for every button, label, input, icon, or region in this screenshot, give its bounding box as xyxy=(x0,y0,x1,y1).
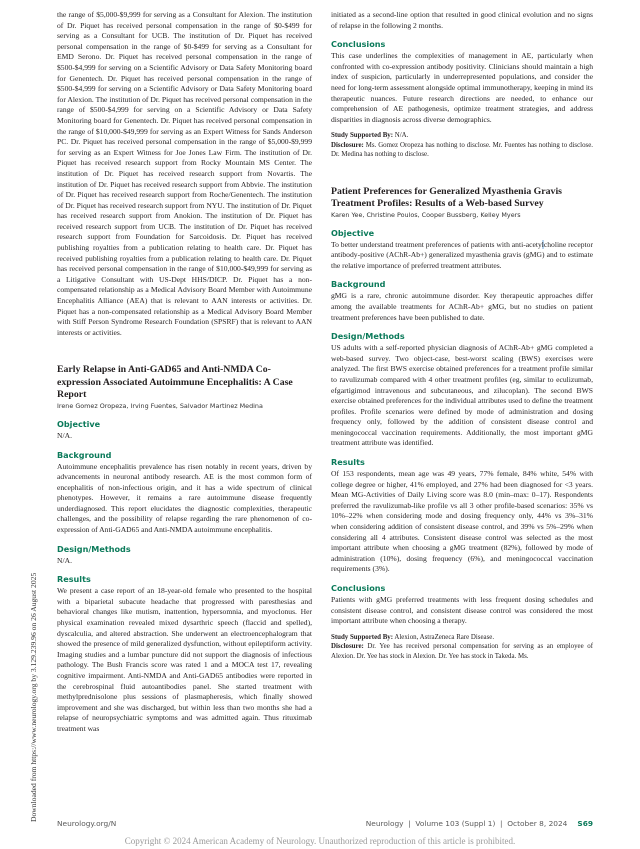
right-column xyxy=(331,10,593,661)
section-heading-background: Background xyxy=(57,449,112,460)
copyright-notice: Copyright © 2024 American Academy of Neurology. Unauthorized reproduction of this article is prohibited. xyxy=(124,836,516,846)
section-heading-results: Results xyxy=(57,574,91,585)
section-heading-conclusions: Conclusions xyxy=(331,583,386,593)
article-authors: Karen Yee, Christine Poulos, Cooper Bussberg, Kelley Myers xyxy=(331,210,521,219)
conclusions-text: This case underlines the complexities of management in AE, particularly when confronted with co-expression antibody positivity. Clinicians should maintain a high index of suspicion, particularly in underrepresented populations, and consider the need for long-term assessment alongside optimal immunotherapy, keeping in mind its therapeutic nuances. Future research directions are needed, to enhance our comprehension of AE pathogenesis, optimize treatment strategies, and address disparities in diagnosis across diverse demographics. xyxy=(331,51,593,124)
disclosure-value: Ms. Gomez Oropeza has nothing to disclose. Mr. Fuentes has nothing to disclose. Dr. Medina has nothing to disclose. xyxy=(331,141,593,159)
section-heading-background: Background xyxy=(331,279,386,290)
disclosure-value: Dr. Yee has received personal compensation for serving as an employee of Alexion. Dr. Yee has stock in Alexion. Dr. Yee has stock in Takeda. Ms. xyxy=(331,643,593,660)
objective-text-part: choline receptor antibody-positive (AChR-Ab+) generalized myasthenia gravis (gMG) and to estimate the relative importance of preferred treatment attributes. xyxy=(331,239,593,270)
disclosure-label: Disclosure: xyxy=(331,643,364,651)
left-column xyxy=(57,10,312,735)
disclosure-label: Disclosure: xyxy=(331,141,364,149)
footer-site-link[interactable]: Neurology.org/N xyxy=(57,819,117,828)
text-selection-cursor[interactable]: l xyxy=(541,239,544,249)
article-early-relapse xyxy=(57,364,312,734)
section-heading-design-methods: Design/Methods xyxy=(331,331,405,342)
conclusions-text: Patients with gMG preferred treatments with less frequent dosing schedules and consistent disease control, and consistent disease control was considered the most important attribute when choosing a therapy. xyxy=(331,595,593,626)
design-methods-text: N/A. xyxy=(57,555,72,565)
download-watermark: Downloaded from https://www.neurology.org by 3.129.239.96 on 26 August 2025 xyxy=(29,572,38,822)
journal-info: Neurology | Volume 103 (Suppl 1) | October 8, 2024 xyxy=(365,819,568,828)
article-patient-preferences xyxy=(331,186,593,661)
section-heading-conclusions: Conclusions xyxy=(331,39,386,50)
background-text: Autoimmune encephalitis prevalence has risen notably in recent years, driven by advancements in neuronal antibody research. AE is the most common form of encephalitis of non-infectious origin, and it has a wide spectrum of clinical phenotypes. However, it remains a rare autoimmune disease frequently underdiagnosed. This report elucidates the diagnostic complexities, therapeutic challenges, and the possibility of relapse regarding the rare phenomenon of co-expression of Anti-GAD65 and Anti-NMDA autoimmune encephalitis. xyxy=(57,461,312,535)
disclosure xyxy=(331,141,593,160)
section-heading-objective: Objective xyxy=(57,418,101,429)
study-supported xyxy=(331,633,593,642)
objective-text: N/A. xyxy=(57,430,72,440)
section-heading-results: Results xyxy=(331,457,365,468)
footer-journal-info xyxy=(366,819,593,828)
previous-disclosure-text: the range of $5,000-$9,999 for serving as a Consultant for Alexion. The institution of Dr. Piquet has received personal compensation in the range of $0-$499 for serving as a Consultant for UCB. The institution of Dr. Piquet has received personal compensation in the range of $0-$499 for serving as a Consultant for EMD Serono. Dr. Piquet has received personal compensation in the range of $500-$4,999 for serving on a Scientific Advisory or Data Safety Monitoring board for Genentech. Dr. Piquet has received personal compensation in the range of $500-$4,999 for serving on a Scientific Advisory or Data Safety Monitoring board for Alexion. The institution of Dr. Piquet has received personal compensation in the range of $500-$4,999 for serving on a Scientific Advisory or Data Safety Monitoring board for Genentech. Dr. Piquet has received personal compensation in the range of $10,000-$49,999 for serving as an Expert Witness for Sands Anderson PC. Dr. Piquet has received personal compensation in the range of $5,000-$9,999 for serving as an Expert Witness for Joe Jones Law Firm. The institution of Dr. Piquet has received research support from Rocky Mountain MS Center. The institution of Dr. Piquet has received research support from Novartis. The institution of Dr. Piquet has received research support from Abbvie. The institution of Dr. Piquet has received research support from Roche/Genentech. The institution of Dr. Piquet has received research support from NYU. The institution of Dr. Piquet has received research support from Anokion. The institution of Dr. Piquet has received research support from UCB. The institution of Dr. Piquet has received research support from Foundation for Sarcoidosis. Dr. Piquet has received publishing royalties from a publication relating to health care. Dr. Piquet has received publishing royalties from a publication relating to health care. Dr. Piquet has received personal compensation in the range of $10,000-$49,999 for serving as a Litigative Consultant with US-Dept HHS/DICP. Dr. Piquet has a non-compensated relationship as a Medical Advisory Board Member with Autoimmune Encephalitis Alliance (AEA) that is relevant to AAN interests or activities. Dr. Piquet has a non-compensated relationship as a Medical Advisory Board Member with Stiff Person Syndrome Research Foundation (SPSRF) that is relevant to AAN interests or activities. xyxy=(57,10,312,337)
objective-text-part: To better understand treatment preferences of patients with anti-acety xyxy=(331,239,542,249)
results-text: We present a case report of an 18-year-old female who presented to the hospital with a biparietal subacute headache that progressed with paresthesias and behavioral changes like mutism, inattention, hypersomnia, and myoclonus. Her physical examination revealed mixed dysarthric speech (flaccid and spelled), dyscalculia, and altered abstraction. She underwent an electroencephalogram that showed the presence of mild generalized dysfunction, without epileptiform activity. Imaging studies and a lumbar puncture did not support the diagnosis of infectious pathology. The Bush Francis score was rated 1 and a MOCA test 17, revealing cognitive impairment. Anti-NMDA and Anti-GAD65 antibodies were reported in the cerebrospinal fluid autoantibodies panel. She started treatment with methylprednisolone plus sessions of plasmapheresis, which finally showed improvement and she was discharged, but within less than two months she had a relapse of neuropsychiatric symptoms and was admitted again. Thus rituximab treatment was xyxy=(57,586,312,733)
article-authors: Irene Gomez Oropeza, Irving Fuentes, Salvador Martinez Medina xyxy=(57,401,263,410)
article-title: Patient Preferences for Generalized Myasthenia Gravis Treatment Profiles: Results of a Web-based Survey xyxy=(331,185,562,210)
results-text-continued: initiated as a second-line option that resulted in good clinical evolution and no signs of relapse in the following 2 months. xyxy=(331,10,593,30)
design-methods-text: US adults with a self-reported physician diagnosis of AChR-Ab+ gMG completed a web-based survey. Two object-case, best-worst scaling (BWS) exercises were analyzed. The first BWS exercise obtained preferences for a treatment profile similar to ravulizumab compared with 4 other treatment profiles (eg, similar to eculizumab, efgartigimod intravenous and subcutaneous, and zilucoplan). The second BWS exercise obtained preferences for the individual attributes used to define the treatment profiles. Profile scenarios were defined by mode of administration and dosing frequency only, followed by the addition of consistent disease control and meningococcal vaccination requirements. Additionally, the most important gMG treatment attribute was identified. xyxy=(331,343,593,448)
study-supported-label: Study Supported By: xyxy=(331,633,394,641)
results-text: Of 153 respondents, mean age was 49 years, 77% female, 84% white, 54% with college degree or higher, 41% employed, and 27% had been diagnosed for <3 years. Mean MG-Activities of Daily Living score was 8.0 (min–max: 0–17). Respondents preferred the ravulizumab-like profile vs all 3 other profile-based scenarios: 35% vs 10%–22% when considering mode and dosing frequency only, 44% vs 3%–31% when considering addition of consistent disease control, and 39% vs 5%–29% when considering all 4 attributes. Consistent disease control was selected as the most important attribute when choosing a gMG treatment (82%), followed by mode of administration (10%), dosing frequency (6%), and meningococcal vaccination requirements (3%). xyxy=(331,469,593,574)
objective-text xyxy=(331,240,593,272)
page-number: S69 xyxy=(577,819,593,828)
background-text: gMG is a rare, chronic autoimmune disorder. Key therapeutic approaches differ among the available treatments for AChR-Ab+ gMG, but no studies on patient treatment preferences have been published to date. xyxy=(331,291,593,322)
article-title: Early Relapse in Anti-GAD65 and Anti-NMDA Co-expression Associated Autoimmune Encephalitis: A Case Report xyxy=(57,364,293,401)
section-heading-design-methods: Design/Methods xyxy=(57,543,131,554)
study-supported xyxy=(331,131,593,140)
study-supported-value: Alexion, AstraZeneca Rare Disease. xyxy=(393,633,495,641)
disclosure xyxy=(331,642,593,661)
study-supported-value: N/A. xyxy=(393,132,409,140)
study-supported-label: Study Supported By: xyxy=(331,132,394,140)
section-heading-objective: Objective xyxy=(331,227,375,238)
